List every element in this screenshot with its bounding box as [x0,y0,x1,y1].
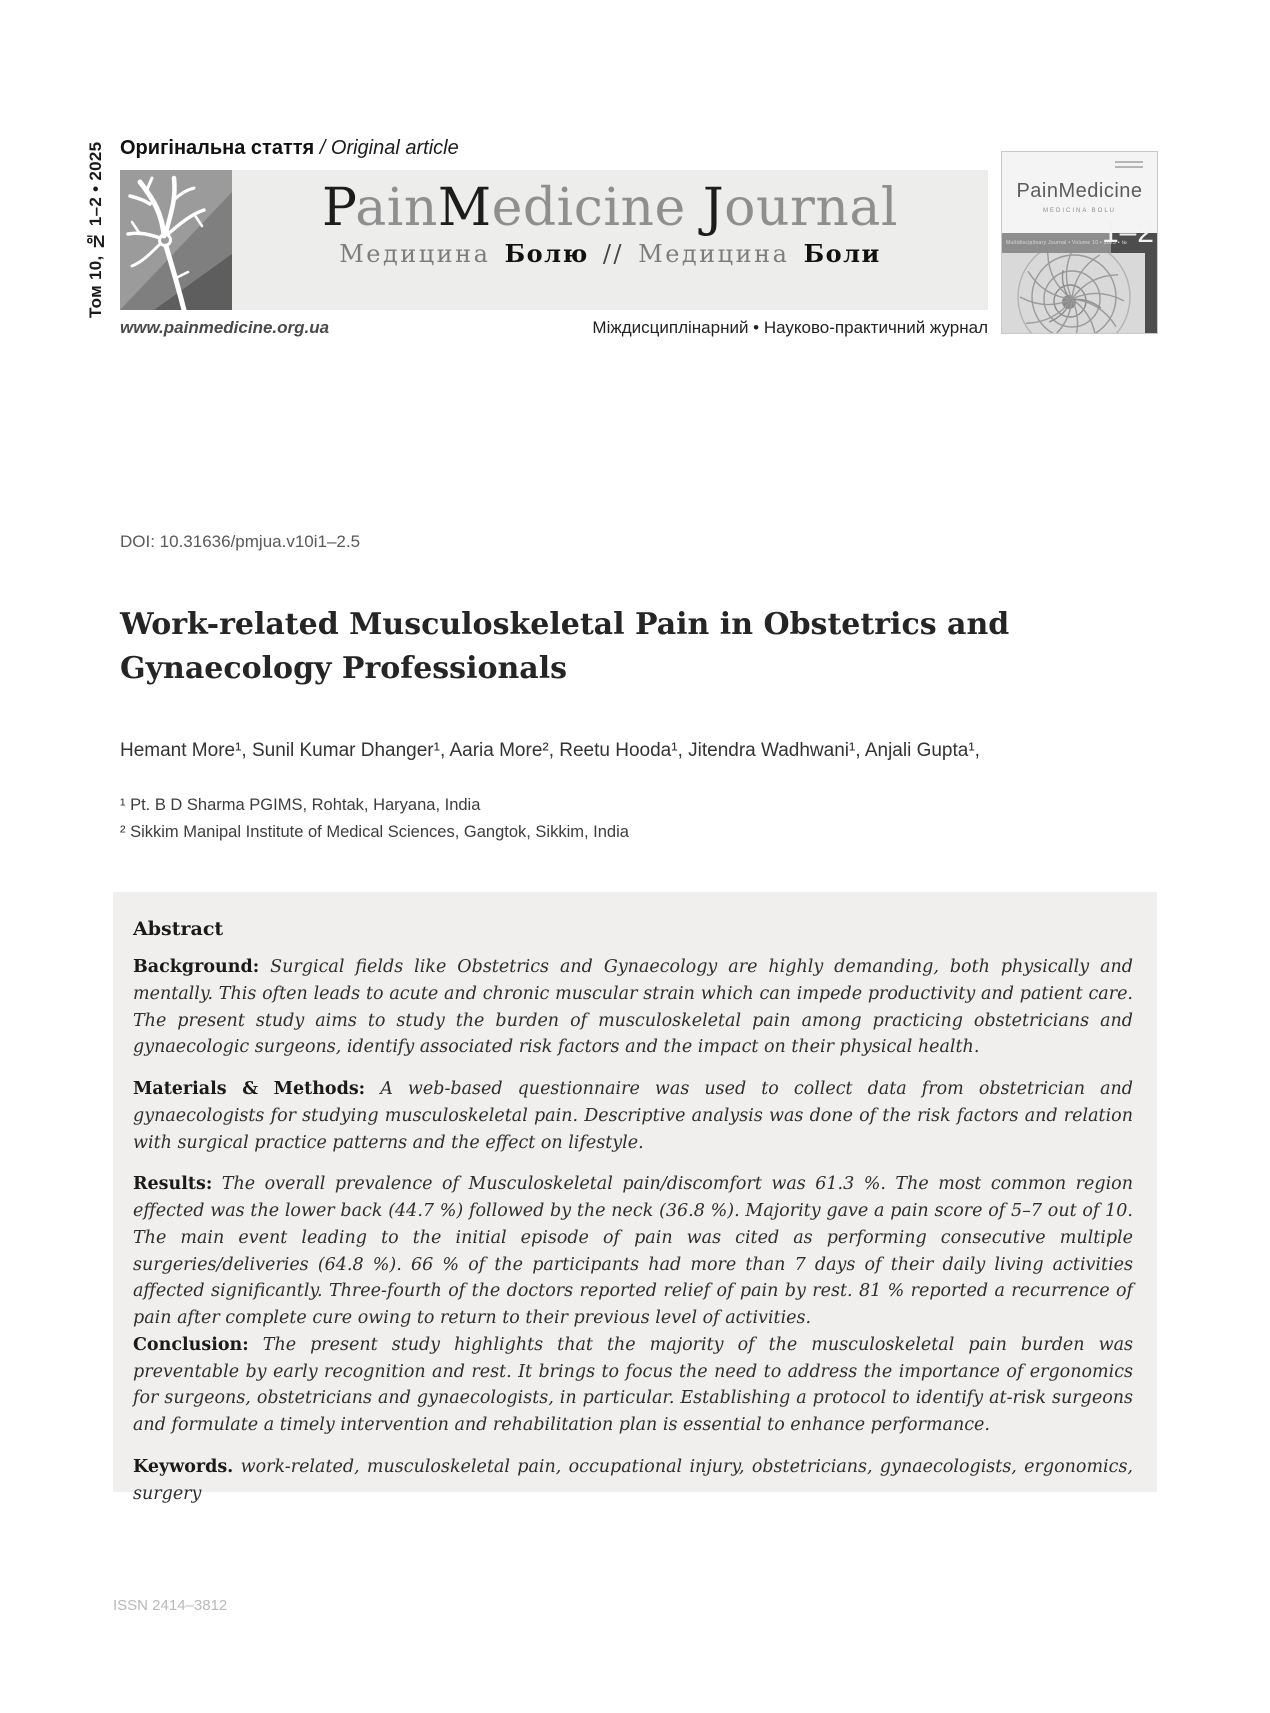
nautilus-shell-graphic [1002,253,1157,333]
affiliation-2: ² Sikkim Manipal Institute of Medical Sciences, Gangtok, Sikkim, India [120,823,629,842]
abstract-methods-paragraph: Materials & Methods: A web-based questionnaire was used to collect data from obstetrician and gynaecologists for studying musculoskeletal pain. Descriptive analysis was done of the risk factors and relation with surgical practice patterns and the effect on lifestyle. [133,1079,1133,1153]
journal-title: PainMedicine Journal [322,178,898,238]
cover-corner-text-bars [1115,161,1143,171]
cover-band-text: Multidisciplinary Journal • Volume 10 • 2025 • № [1006,240,1128,246]
journal-banner-text [232,170,988,310]
abstract-conclusion-paragraph: Conclusion: The present study highlights that the majority of the musculoskeletal pain burden was preventable by early recognition and rest. It brings to focus the need to address the importance of ergonomics for surgeons, obstetricians and gynaecologists, in particular. Establishing a protocol to identify at-risk surgeons and formulate a timely intervention and rehabilitation plan is essential to enhance performance. [133,1334,1133,1436]
journal-header-banner [120,170,988,310]
affiliations-block [120,792,1020,846]
journal-tagline: Міждисциплінарний • Науково-практичний журнал [592,318,988,337]
abstract-results-paragraph: Results: The overall prevalence of Musculoskeletal pain/discomfort was 61.3 %. The most common region effected was the lower back (44.7 %) followed by the neck (36.8 %). Majority gave a pain score of 5–7 out of 10. The main event leading to the initial episode of pain was cited as performing consecutive multiple surgeries/deliveries (64.8 %). 66 % of the participants had more than 7 days of their daily living activities affected significantly. Three-fourth of the doctors reported relief of pain by rest. 81 % reported a recurrence of pain after complete cure owing to return to their previous level of activities. [133,1174,1133,1329]
abstract-heading: Abstract [133,918,224,940]
abstract-box [113,892,1157,1504]
authors-line: Hemant More¹, Sunil Kumar Dhanger¹, Aaria More², Reetu Hooda¹, Jitendra Wadhwani¹, Anjali Gupta¹, [120,740,980,761]
affiliation-1: ¹ Pt. B D Sharma PGIMS, Rohtak, Haryana, India [120,796,481,814]
background-label: Background: [133,957,260,977]
volume-issue-vertical-label: Том 10, № 1–2 • 2025 [86,141,105,318]
keywords-label: Keywords. [133,1457,234,1478]
cover-journal-title: PainMedicine [1016,180,1143,202]
cover-image-area [1002,253,1157,333]
cover-issue-number: 1–2 [1101,216,1155,249]
abstract-background-paragraph: Background: Surgical fields like Obstetrics and Gynaecology are highly demanding, both physically and mentally. This often leads to acute and chronic muscular strain which can impede productivity and patient care. The present study aims to study the burden of musculoskeletal pain among practicing obstetricians and gynaecologic surgeons, identify associated risk factors and the impact on their physical health. [133,957,1133,1058]
abstract-keywords-paragraph: Keywords. work-related, musculoskeletal pain, occupational injury, obstetricians, gynaecologists, ergonomics, surgery [133,1457,1133,1504]
article-type-ukrainian: Оригінальна стаття [120,137,315,159]
issn-footer: ISSN 2414–3812 [113,1597,228,1614]
journal-website-link[interactable]: www.painmedicine.org.ua [120,318,330,337]
journal-cover-thumbnail [1002,152,1157,333]
article-type-line [120,137,459,160]
results-label: Results: [133,1174,213,1195]
conclusion-label: Conclusion: [133,1334,249,1355]
methods-label: Materials & Methods: [133,1079,366,1100]
article-type-english: / Original article [319,137,459,159]
neuron-logo-graphic [120,170,232,310]
journal-subtitle: Медицина Болю // Медицина Боли [339,239,881,269]
doi-line[interactable]: DOI: 10.31636/pmjua.v10i1–2.5 [120,532,361,551]
journal-logo [120,170,232,310]
article-title: Work-related Musculoskeletal Pain in Obstetrics and Gynaecology Professionals [120,607,1010,686]
cover-journal-subtitle: MEDICINA BOLU [1042,208,1116,214]
